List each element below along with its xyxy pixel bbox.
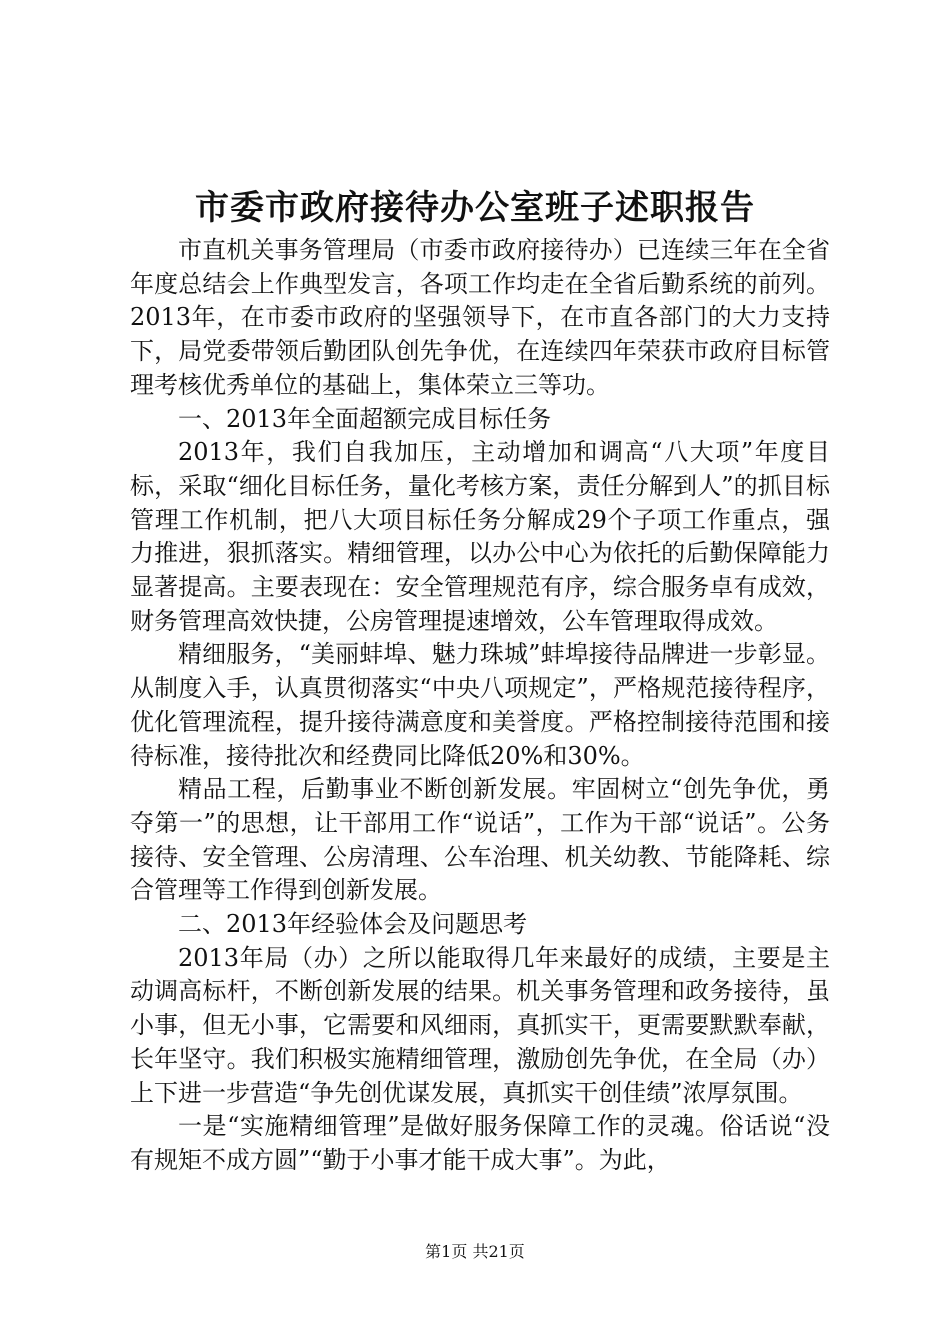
paragraph-experience: 2013年局（办）之所以能取得几年来最好的成绩，主要是主动调高标杆，不断创新发展的结果。机关事务管理和政务接待，虽小事，但无小事，它需要和风细雨，真抓实干，更需要默默奉献，长年坚守。我们积极实施精细管理，激励创先争优，在全局（办）上下进一步营造“争先创优谋发展，真抓实干创佳绩”浓厚氛围。 [130,943,830,1107]
page-footer: 第1页 共21页 [425,1242,525,1261]
document-body [130,234,830,1178]
paragraph-intro: 市直机关事务管理局（市委市政府接待办）已连续三年在全省年度总结会上作典型发言，各项工作均走在全省后勤系统的前列。2013年，在市委市政府的坚强领导下，在市直各部门的大力支持下，局党委带领后勤团队创先争优，在连续四年荣获市政府目标管理考核优秀单位的基础上，集体荣立三等功。 [130,236,830,399]
paragraph-management: 一是“实施精细管理”是做好服务保障工作的灵魂。俗话说“没有规矩不成方圆”“勤于小事才能干成大事”。为此， [130,1112,830,1174]
document-title: 市委市政府接待办公室班子述职报告 [195,188,755,228]
section-heading-2: 二、2013年经验体会及问题思考 [178,910,528,939]
section-heading-1: 一、2013年全面超额完成目标任务 [178,404,552,433]
paragraph-projects: 精品工程，后勤事业不断创新发展。牢固树立“创先争优，勇夺第一”的思想，让干部用工作“说话”，工作为干部“说话”。公务接待、安全管理、公房清理、公车治理、机关幼教、节能降耗、综合管理等工作得到创新发展。 [130,775,830,905]
paragraph-goals: 2013年，我们自我加压，主动增加和调高“八大项”年度目标，采取“细化目标任务，量化考核方案，责任分解到人”的抓目标管理工作机制，把八大项目标任务分解成29个子项工作重点，强力推进，狠抓落实。精细管理，以办公中心为依托的后勤保障能力显著提高。主要表现在：安全管理规范有序，综合服务卓有成效，财务管理高效快捷，公房管理提速增效，公车管理取得成效。 [130,438,830,635]
paragraph-service: 精细服务，“美丽蚌埠、魅力珠城”蚌埠接待品牌进一步彰显。从制度入手，认真贯彻落实“中央八项规定”，严格规范接待程序，优化管理流程，提升接待满意度和美誉度。严格控制接待范围和接待标准，接待批次和经费同比降低20%和30%。 [130,640,830,770]
